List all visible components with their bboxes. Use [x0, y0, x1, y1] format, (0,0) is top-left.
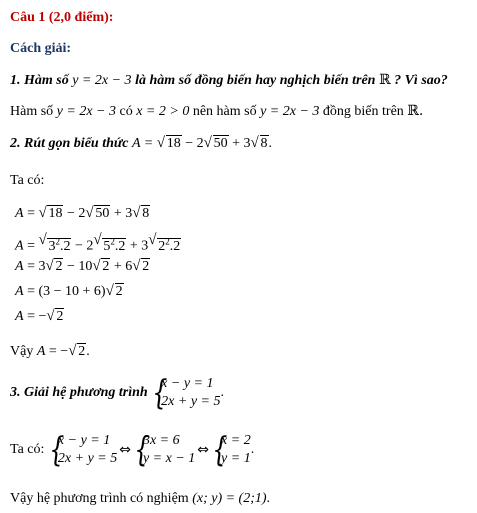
answer-1-mid2: nên hàm số	[189, 104, 261, 119]
question-1-function: y = 2x − 3	[72, 73, 132, 88]
brace-icon: {	[212, 430, 228, 470]
step-2-line-2: A = √ $3^2.2 - 2√$ $5^2.2 + 3√$ $2^2.2$	[15, 232, 181, 256]
answer-1-condition: x = 2 > 0	[136, 104, 190, 119]
step-2-line-1: 3x = 6	[142, 433, 180, 448]
question-3: 3. Giải hệ phương trình { x − y = 1 2x + y = 5 .	[10, 373, 224, 413]
sqrt-50: √ 50	[204, 135, 229, 153]
conclusion-2: Vậy A = −√ 2.	[10, 343, 90, 361]
equivalence-arrow-icon: ⇔	[197, 442, 210, 458]
question-1-prefix: 1. Hàm số	[10, 73, 73, 88]
page-title: Câu 1 (2,0 điểm):	[10, 10, 114, 25]
conclusion-3-suffix: .	[266, 491, 271, 506]
step-1-line-2: 2x + y = 5	[57, 451, 118, 466]
solution-3-step-2	[133, 432, 195, 468]
answer-1-mid1: có	[116, 104, 137, 119]
question-1-set: ℝ	[378, 72, 391, 88]
question-3-prefix: 3. Giải hệ phương trình	[10, 385, 152, 400]
brace-icon: {	[134, 430, 150, 470]
answer-1-function: y = 2x − 3	[56, 104, 116, 119]
solution-3-step-3	[211, 432, 251, 468]
step-2-line-2: y = x − 1	[142, 451, 196, 466]
solution-3: Ta có: { x − y = 1 2x + y = 5 ⇔ { 3x = 6 y = x − 1 ⇔ { x = 2 y = 1 .	[10, 430, 255, 470]
step-2-line-4: A = (3 − 10 + 6)√ 2	[15, 283, 124, 301]
system-line-1: x − y = 1	[161, 376, 214, 391]
conclusion-2-prefix: Vậy	[10, 344, 37, 359]
answer-1-prefix: Hàm số	[10, 104, 57, 119]
step-3-line-2: y = 1	[221, 451, 251, 466]
question-3-system	[151, 375, 220, 411]
answer-1-function-2: y = 2x − 3	[260, 104, 320, 119]
conclusion-2-suffix: .	[86, 344, 90, 359]
conclusion-3	[10, 490, 270, 508]
step-2-line-1: A = √ 18 − 2√ 50 + 3√ 8	[15, 205, 150, 223]
question-2-prefix: 2. Rút gọn biểu thức	[10, 136, 132, 151]
step-2-line-5: A = −√ 2	[15, 308, 64, 326]
part-2-ta-co: Ta có:	[10, 173, 45, 188]
conclusion-3-prefix: Vậy hệ phương trình có nghiệm	[10, 491, 193, 506]
answer-1-set: ℝ.	[407, 103, 424, 119]
brace-icon: {	[152, 373, 168, 413]
step-1-line-1: x − y = 1	[57, 433, 111, 448]
question-2: 2. Rút gọn biểu thức A = √ 18 − 2√ 50 + 3√ 8.	[10, 135, 272, 153]
sqrt-8: √ 8	[251, 135, 269, 153]
conclusion-3-expr: (x; y) = (2;1)	[192, 491, 267, 506]
step-3-line-1: x = 2	[221, 433, 251, 448]
brace-icon: {	[49, 430, 65, 470]
question-2-expr-lhs: A =	[131, 136, 157, 151]
question-1	[10, 71, 448, 90]
sqrt-18: √ 18	[157, 135, 182, 153]
question-1-suffix: ? Vì sao?	[390, 73, 448, 88]
equivalence-arrow-icon: ⇔	[119, 442, 131, 458]
answer-1-mid3: đồng biến trên	[319, 104, 408, 119]
solution-heading: Cách giải:	[10, 41, 72, 56]
part-3-ta-co: Ta có:	[10, 442, 48, 457]
question-1-mid: là hàm số đồng biến hay nghịch biến trên	[131, 73, 379, 88]
answer-1	[10, 102, 423, 121]
step-2-line-3: A = 3√ 2 − 10√ 2 + 6√ 2	[15, 258, 150, 276]
system-line-2: 2x + y = 5	[161, 394, 221, 409]
solution-3-step-1	[48, 432, 117, 468]
